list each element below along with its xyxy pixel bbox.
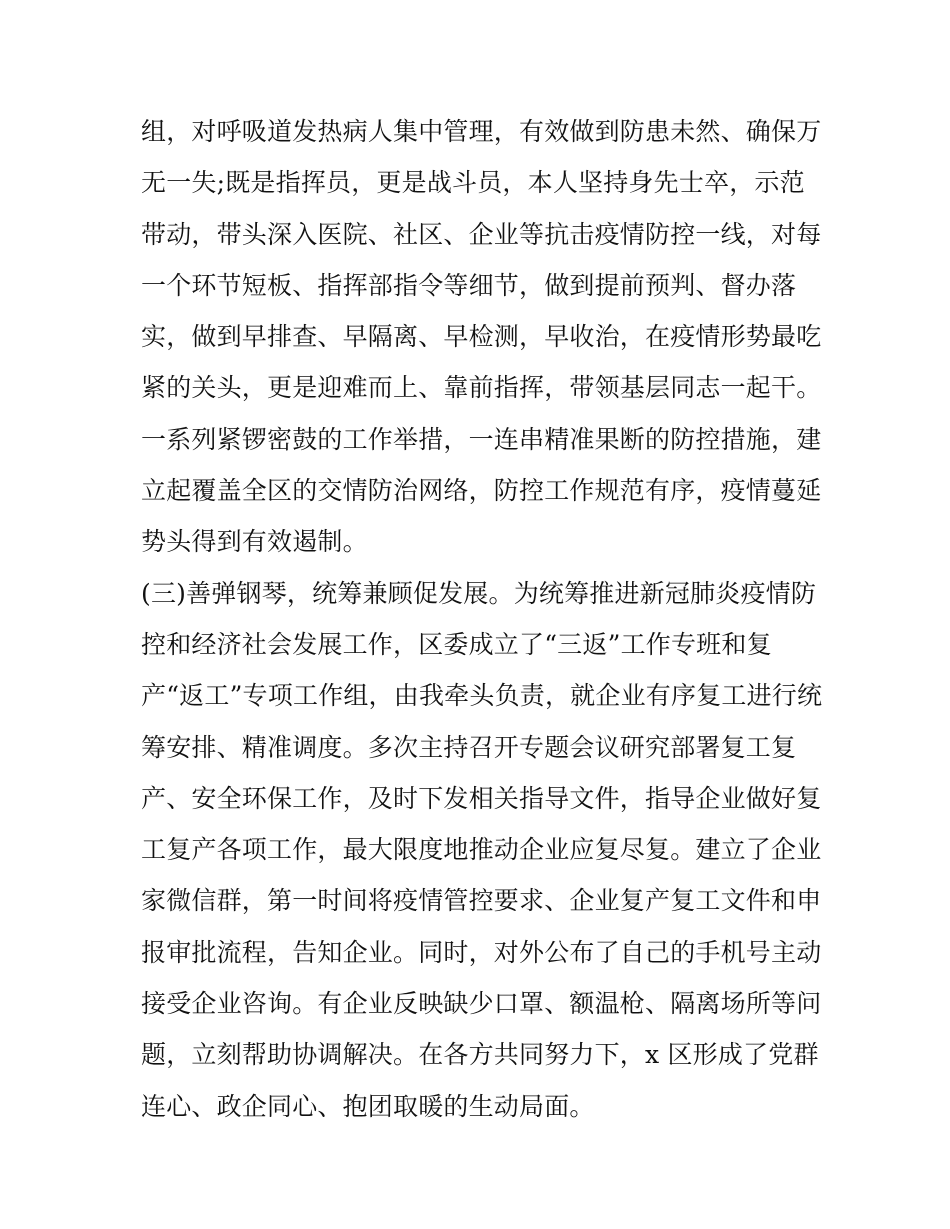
text-line: 接受企业咨询。有企业反映缺少口罩、额温枪、隔离场所等问 <box>141 989 822 1019</box>
text-line: 势头得到有效遏制。 <box>141 527 368 557</box>
text-line: 一系列紧锣密鼓的工作举措，一连串精准果断的防控措施，建 <box>141 424 822 454</box>
text-line: 报审批流程，告知企业。同时，对外公布了自己的手机号主动 <box>141 937 822 967</box>
text-line: 筹安排、精准调度。多次主持召开专题会议研究部署复工复 <box>141 732 797 762</box>
text-line: 立起覆盖全区的交情防治网络，防控工作规范有序，疫情蔓延 <box>141 476 822 506</box>
text-line: 产“返工”专项工作组，由我牵头负责，就企业有序复工进行统 <box>141 681 823 711</box>
text-line: 控和经济社会发展工作，区委成立了“三返”工作专班和复 <box>141 629 772 659</box>
text-line: 工复产各项工作，最大限度地推动企业应复尽复。建立了企业 <box>141 835 822 865</box>
text-line: 紧的关头，更是迎难而上、靠前指挥，带领基层同志一起干。 <box>141 373 822 403</box>
text-line: 组，对呼吸道发热病人集中管理，有效做到防患未然、确保万 <box>141 117 822 146</box>
text-line: 带动，带头深入医院、社区、企业等抗击疫情防控一线，对每 <box>141 219 822 249</box>
body-text <box>141 106 821 1132</box>
section-heading-line: (三)善弹钢琴，统筹兼顾促发展。为统筹推进新冠肺炎疫情防 <box>141 578 817 608</box>
text-line: 一个环节短板、指挥部指令等细节，做到提前预判、督办落 <box>141 270 797 300</box>
text-line: 连心、政企同心、抱团取暖的生动局面。 <box>141 1091 595 1121</box>
text-line: 无一失;既是指挥员，更是战斗员，本人坚持身先士卒，示范 <box>141 168 805 198</box>
text-line: 产、安全环保工作，及时下发相关指导文件，指导企业做好复 <box>141 783 822 813</box>
text-line: 题，立刻帮助协调解决。在各方共同努力下，x 区形成了党群 <box>141 1040 819 1070</box>
text-line: 家微信群，第一时间将疫情管控要求、企业复产复工文件和申 <box>141 886 822 916</box>
text-line: 实，做到早排查、早隔离、早检测，早收治，在疫情形势最吃 <box>141 322 822 352</box>
